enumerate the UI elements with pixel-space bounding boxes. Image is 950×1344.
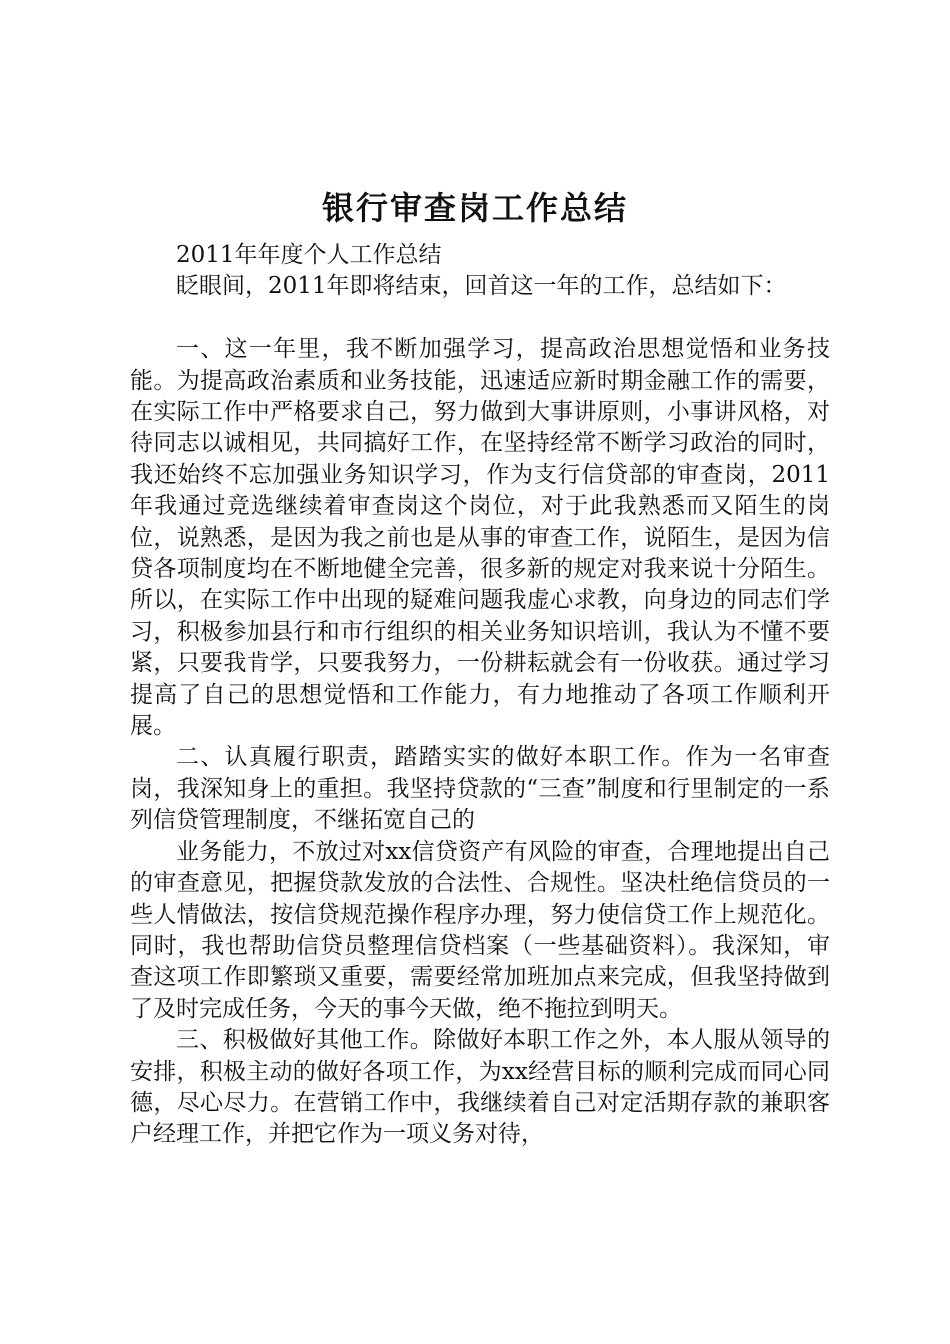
section-one-paragraph: 一、这一年里，我不断加强学习，提高政治思想觉悟和业务技能。为提高政治素质和业务技能，迅速适应新时期金融工作的需要，在实际工作中严格要求自己，努力做到大事讲原则，小事讲风格，对待同志以诚相见，共同搞好工作，在坚持经常不断学习政治的同时，我还始终不忘加强业务知识学习，作为支行信贷部的审查岗，2011年我通过竞选继续着审查岗这个岗位，对于此我熟悉而又陌生的岗位，说熟悉，是因为我之前也是从事的审查工作，说陌生，是因为信贷各项制度均在不断地健全完善，很多新的规定对我来说十分陌生。所以，在实际工作中出现的疑难问题我虚心求教，向身边的同志们学习，积极参加县行和市行组织的相关业务知识培训，我认为不懂不要紧，只要我肯学，只要我努力，一份耕耘就会有一份收获。通过学习提高了自己的思想觉悟和工作能力，有力地推动了各项工作顺利开展。 [130, 336, 830, 740]
document-body [130, 240, 830, 1151]
section-two-continued-paragraph: 业务能力，不放过对xx信贷资产有风险的审查，合理地提出自己的审查意见，把握贷款发放的合法性、合规性。坚决杜绝信贷员的一些人情做法，按信贷规范操作程序办理，努力使信贷工作上规范化。同时，我也帮助信贷员整理信贷档案（一些基础资料）。我深知，审查这项工作即繁琐又重要，需要经常加班加点来完成，但我坚持做到了及时完成任务，今天的事今天做，绝不拖拉到明天。 [130, 838, 830, 1022]
section-three-paragraph: 三、积极做好其他工作。除做好本职工作之外，本人服从领导的安排，积极主动的做好各项工作，为xx经营目标的顺利完成而同心同德，尽心尽力。在营销工作中，我继续着自己对定活期存款的兼职客户经理工作，并把它作为一项义务对待， [130, 1027, 830, 1148]
intro-paragraph: 眨眼间，2011年即将结束，回首这一年的工作，总结如下： [176, 273, 787, 300]
document-title: 银行审查岗工作总结 [321, 189, 628, 227]
section-two-paragraph: 二、认真履行职责，踏踏实实的做好本职工作。作为一名审查岗，我深知身上的重担。我坚持贷款的“三查”制度和行里制定的一系列信贷管理制度，不继拓宽自己的 [130, 744, 830, 834]
subtitle-paragraph: 2011年年度个人工作总结 [176, 242, 442, 268]
